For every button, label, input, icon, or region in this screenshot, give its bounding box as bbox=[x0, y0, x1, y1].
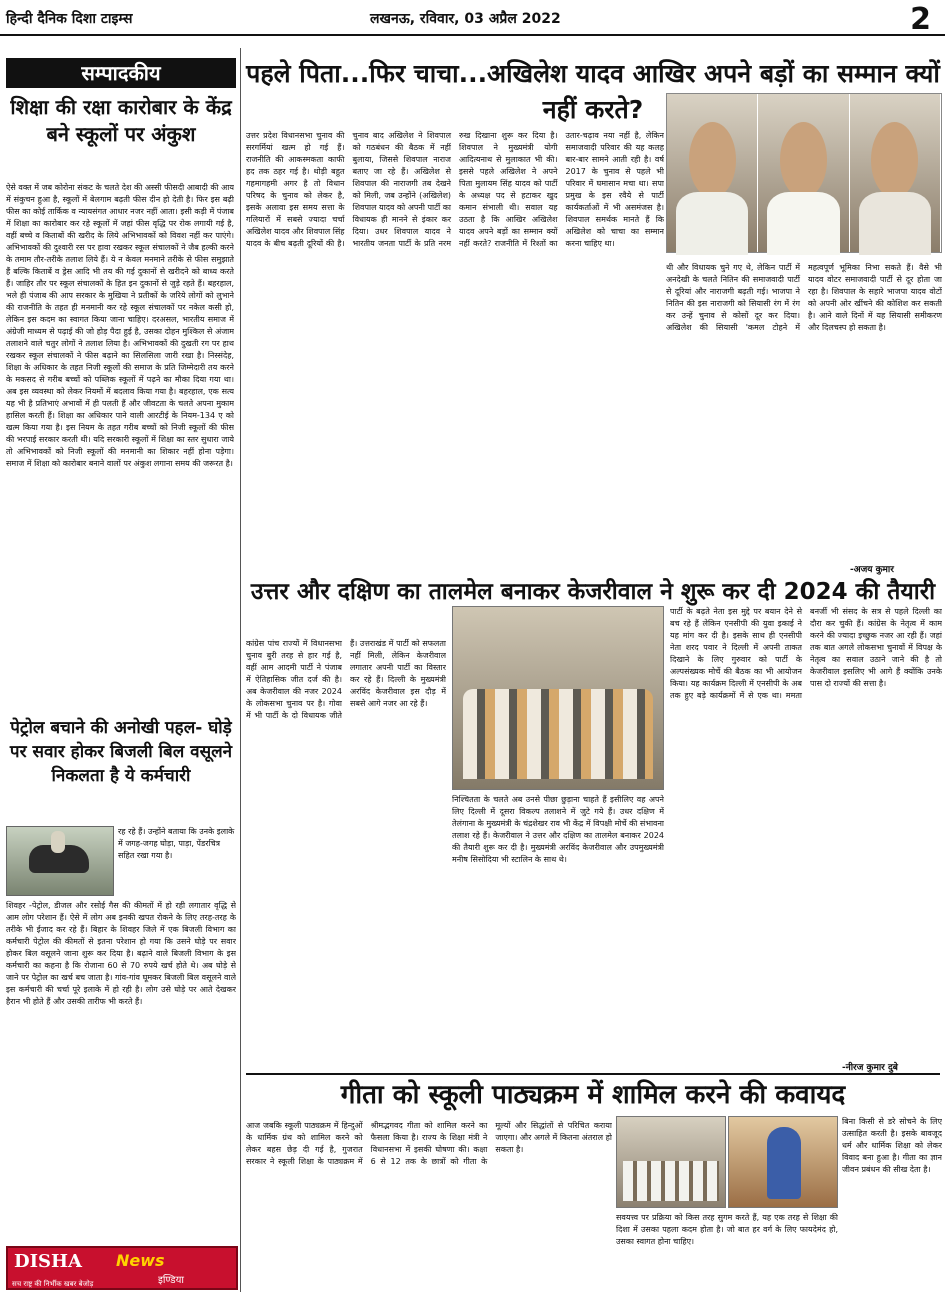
newspaper-name: हिन्दी दैनिक दिशा टाइम्स bbox=[6, 11, 133, 27]
gita-headline: गीता को स्कूली पाठ्यक्रम में शामिल करने की कवायद bbox=[246, 1073, 940, 1115]
kejriwal-byline: -नीरज कुमार दुबे bbox=[842, 1063, 898, 1073]
face-shape bbox=[871, 122, 918, 198]
akhilesh-headline: पहले पिता...फिर चाचा...अखिलेश यादव आखिर अपने बड़ों का सम्मान क्यों नहीं करते? bbox=[246, 59, 940, 124]
kejriwal-caption: मुख्यमंत्री अरविंद केजरीवाल और उपमुख्यमंत्री मनीष सिसोदिया भी स्टालिन के साथ थे। bbox=[452, 843, 664, 864]
gita-body-3: बिना किसी से डरे सोचने के लिए उत्साहित करती है। इसके बावजूद धर्म और धार्मिक शिक्षा को लेकर विवाद बना हुआ है। गीता का ज्ञान जीवन प्रबंधन की सीख देता है। bbox=[842, 1117, 942, 1174]
portrait-photo bbox=[667, 94, 758, 252]
page-number: 2 bbox=[910, 2, 931, 37]
horse-rider-photo bbox=[6, 826, 114, 896]
students-shape bbox=[623, 1161, 719, 1201]
masthead bbox=[0, 0, 945, 36]
kejriwal-body-2-text: निश्चितता के चलते अब उनसे पीछा छुड़ाना चाहते हैं इसीलिए वह अपने लिए दिल्ली में दूसरा विकल्प तलाशने में जुटे गये हैं। उधर दक्षिण में तेलंगाना के मुख्यमंत्री के चंद्रशेखर राव भी केंद्र में विपक्षी मोर्चे की संभावना तलाश रहे हैं। केजरीवाल ने उत्तर और दक्षिण का तालमेल बनाकर 2024 की तैयारी शुरू कर दी है। bbox=[452, 795, 664, 852]
petrol-headline: पेट्रोल बचाने की अनोखी पहल- घोड़े पर सवार होकर बिजली बिल वसूलने निकलता है ये कर्मचारी bbox=[9, 718, 233, 786]
kejriwal-body-2 bbox=[452, 794, 664, 1060]
portrait-photo bbox=[758, 94, 849, 252]
editorial-title: शिक्षा की रक्षा कारोबार के केंद्र बने स्कूलों पर अंकुश bbox=[10, 95, 232, 146]
kejriwal-crowd-photo bbox=[452, 606, 664, 790]
petrol-caption: शिवहर -पेट्रोल, डीजल और रसोई गैस की कीमतों में हो रही लगातार वृद्धि से आम लोग परेशान हैं। bbox=[6, 901, 236, 922]
column-divider bbox=[240, 48, 241, 1292]
crowd-shape bbox=[463, 689, 653, 779]
disha-logo-name: DISHA bbox=[14, 1251, 83, 1272]
gita-body-2: सवयत्त्व पर प्रक्रिया को किस तरह सुगम करते हैं, यह एक तरह से शिक्षा की दिशा में उसका पहला कदम होता है। जो बात हर वर्ग के लिए फायदेमंद हो, उसका स्वागत होना चाहिए। bbox=[616, 1213, 838, 1246]
face-shape bbox=[689, 122, 736, 198]
disha-logo-news: News bbox=[116, 1251, 165, 1270]
petrol-body-text: ऐसे में लोग अब इनकी खपत रोकने के लिए तरह-तरह के तरीके भी ईजाद कर रहे हैं। बिहार के शिवहर जिले में एक बिजली विभाग का कर्मचारी पेट्रोल की कीमतों से इतना परेशान हो गया कि उसने घोड़े पर सवार होकर बिल वसूलने जाना शुरू कर दिया है। बढ़ाने वाले बिजली विभाग के इस कर्मचारी का कहना है कि रोजाना 60 से 70 रुपये खर्च होते थे। अब घोड़े से जाने पर पेट्रोल का खर्च बच जाता है। गांव-गांव घूमकर बिजली बिल वसूलने वाले इस कर्मचारी की चर्चा पूरे इलाके में हो रही है। लोग उसे घोड़े पर आते देखकर हैरान भी होते हैं और उसकी तारीफ भी करते हैं। bbox=[6, 913, 236, 1006]
petrol-body bbox=[6, 900, 236, 1240]
krishna-painting bbox=[728, 1116, 838, 1208]
akhilesh-byline: -अजय कुमार bbox=[850, 565, 894, 575]
figure-shape bbox=[767, 1127, 801, 1199]
editorial-body: ऐसे वक्त में जब कोरोना संकट के चलते देश की अस्सी फीसदी आबादी की आय में संकुचन हुआ है, स्कूलों में बेलगाम बढ़ती फीस दीन हो देती है। फिर इस बढ़ी फीस का कोई तार्किक व न्यायसंगत आधार नजर नहीं आता। इसी कड़ी में पंजाब में शिक्षा का कारोबार कर रहे स्कूलों में जहां फीस वृद्धि पर रोक लगायी गई है, वहीं बच्चे व किताबों की खरीद के लिये अभिभावकों को विवश नहीं कर पाएंगे। अभिभावकों की दुश्वारी रस पर हावा रखकर स्कूल संचालकों ने जैब हल्की करने के तमाम तौर-तरीके तलाश लिये हैं। ये न केवल मनमाने तरीके से फीस समुझाते हैं बल्कि किताबें व ड्रेस आदि भी तय की गई दुकानों से खरीदने को बाध्य करते हैं। जाहिर तौर पर स्कूल संचालकों के हित इन दुकानों से जुड़े रहते हैं। बहरहाल, भले ही पंजाब की आप सरकार के मुखिया ने प्रतीकों के जरिये लोगों को लुभाने की राजनीति के तहत ही मनमानी कर रहे स्कूल संचालकों पर नकेल कसी हो, लेकिन इस कदम का स्वागत किया जाना चाहिए। दरअसल, भारतीय समाज में अंग्रेजी माध्यम से पढ़ाई की जो होड़ पैदा हुई है, उसका दोहन मुश्किल से अंजाम तलाशने वाले चतुर लोगों ने तलाश लिया है। अभिभावकों की दुखती रग पर हाथ रखकर स्कूल संचालकों ने फीस बढ़ाने का सिलसिला जारी रखा है। निस्संदेह, शिक्षा के अधिकार के तहत निजी स्कूलों की समाज के प्रति जिम्मेदारी तय करने के मकसद से गरीब बच्चों को पब्लिक स्कूलों में पढ़ने का मौका दिया गया था। अब इस व्यवस्था को लेकर नियमों में बदलाव किया गया है। बहरहाल, एक सत्य यह भी है प्रतिभाएं अभावों में ही पलती हैं और जीवटता के चलते अपना मुकाम हासिल करती हैं। शिक्षा का अधिकार पाने वाली आरटीई के नियम-134 ए को खत्म किया गया है। इस नियम के तहत गरीब बच्चों को निजी स्कूलों की फीस की भरपाई सरकार करती थी। यदि सरकारी स्कूलों में शिक्षा का स्तर सुधारा जाये तो अभिभावकों को निजी स्कूलों की मनमानी का शिकार नहीं होना पड़ेगा। समाज में शिक्षा को कारोबार बनाने वालों पर अंकुश लगाना समय की जरूरत है। bbox=[6, 183, 234, 468]
portrait-photo bbox=[850, 94, 941, 252]
politicians-photo-strip bbox=[666, 93, 942, 253]
gita-body-1: आज जबकि स्कूली पाठ्यक्रम में हिन्दुओं के धार्मिक ग्रंथ को शामिल करने को लेकर बहस छेड़ दी गई है, गुजरात सरकार ने स्कूली शिक्षा के पाठ्यक्रम में श्रीमद्भगवद गीता को शामिल करने का फैसला किया है। राज्य के शिक्षा मंत्री ने विधानसभा में इसकी घोषणा की। कक्षा 6 से 12 तक के छात्रों को गीता के मूल्यों और सिद्धांतों से परिचित कराया जाएगा। और अगले में कितना अंतराल हो सकता है। bbox=[246, 1121, 612, 1166]
rider-shape bbox=[51, 831, 65, 853]
torso-shape bbox=[676, 192, 748, 255]
editorial-banner: सम्पादकीय bbox=[6, 58, 236, 88]
torso-shape bbox=[767, 192, 839, 255]
disha-tagline: सच राष्ट्र की निर्भीक खबर बेजोड़ bbox=[12, 1280, 94, 1288]
akhilesh-body: उत्तर प्रदेश विधानसभा चुनाव की सरगर्मियां खत्म हो गई हैं। राजनीति की आकस्मकता काफी हद तक ठहर गई है। थोड़ी बहुत गहमागहमी अगर है तो विधान परिषद के चुनाव को लेकर है, इसके अलावा इस समय सत्ता के गलियारों में सबसे ज्यादा चर्चा अखिलेश यादव और शिवपाल सिंह यादव के बीच बढ़ती दूरियों की है। चुनाव बाद अखिलेश ने शिवपाल को गठबंधन की बैठक में नहीं बुलाया, जिससे शिवपाल नाराज बताए जा रहे हैं। अखिलेश से शिवपाल की नाराजगी तब देखने को मिली, जब उन्होंने (अखिलेश) शिवपाल यादव को अपनी पार्टी का विधायक ही मानने से इंकार कर दिया। उधर शिवपाल यादव ने भारतीय जनता पार्टी के प्रति नरम रुख दिखाना शुरू कर दिया है। शिवपाल ने मुख्यमंत्री योगी आदित्यनाथ से मुलाकात भी की। इससे पहले अखिलेश ने अपने पिता मुलायम सिंह यादव को पार्टी के अध्यक्ष पद से हटाकर खुद कमान संभाली थी। सवाल यह उठता है कि आखिर अखिलेश यादव अपने बड़ों का सम्मान क्यों नहीं करते? राजनीति में रिश्तों का उतार-चढ़ाव नया नहीं है, लेकिन समाजवादी परिवार की यह कलह बार-बार सामने आती रही है। वर्ष 2017 के चुनाव से पहले भी परिवार में घमासान मचा था। सपा प्रमुख के इस रवैये से पार्टी कार्यकर्ताओं में भी असमंजस है। शिवपाल समर्थक मानते हैं कि अखिलेश को चाचा का सम्मान करना चाहिए था। bbox=[246, 131, 664, 248]
disha-logo-india: इण्डिया bbox=[158, 1275, 184, 1286]
face-shape bbox=[780, 122, 827, 198]
dateline: लखनऊ, रविवार, 03 अप्रैल 2022 bbox=[370, 11, 561, 27]
classroom-photo bbox=[616, 1116, 726, 1208]
disha-news-ad bbox=[6, 1246, 238, 1290]
akhilesh-body-right: थी और विधायक चुने गए थे, लेकिन पार्टी में अनदेखी के चलते नितिन की समाजवादी पार्टी से दूरियां और नाराजगी बढ़ती गई। भाजपा ने नितिन की इस नाराजगी को सियासी रंग में रंग कर उन्हें चुनाव से कोसों दूर कर दिया। अखिलेश की सियासी 'कमल टोहने में महत्वपूर्ण भूमिका निभा सकते हैं। वैसे भी यादव वोटर समाजवादी पार्टी से दूर होता जा रहा है। शिवपाल के सहारे भाजपा यादव वोटों को अपनी ओर खींचने की कोशिश कर सकती है। आने वाले दिनों में यह सियासी समीकरण और दिलचस्प हो सकता है। bbox=[666, 263, 942, 332]
petrol-body-side: रह रहे हैं। उन्होंने बताया कि उनके इलाके में जगह-जगह घोड़ा, पाड़ा, पेंडरचित्र सहित रखा गया है। bbox=[118, 827, 235, 860]
kejriwal-body-3: पार्टी के बढ़ते नेता इस मुद्दे पर बयान देने से बच रहे हैं लेकिन एनसीपी की युवा इकाई ने यह मांग कर दी है। इसके साथ ही एनसीपी नेता शरद पवार ने दिल्ली में अपनी ताकत दिखाने के लिए गुरुवार को पार्टी के अल्पसंख्यक मोर्चे की बैठक का भी आयोजन किया। यह कार्यक्रम दिल्ली में एनसीपी के अब तक हुए बड़े कार्यक्रमों में से एक था। ममता बनर्जी भी संसद के सत्र से पहले दिल्ली का दौरा कर चुकी हैं। कांग्रेस के नेतृत्व में काम करने की ज्यादा इच्छुक नजर आ रही हैं। जहां तक बात अगले लोकसभा चुनावों में विपक्ष के नेतृत्व का सवाल उठाने जाने की है तो केजरीवाल इसलिए भी आगे हैं क्योंकि उनके पास दो राज्यों की सत्ता है। bbox=[670, 607, 942, 700]
kejriwal-headline: उत्तर और दक्षिण का तालमेल बनाकर केजरीवाल ने शुरू कर दी 2024 की तैयारी bbox=[250, 579, 936, 605]
kejriwal-body-1: कांग्रेस पांच राज्यों में विधानसभा चुनाव बुरी तरह से हार गई है, वहीं आम आदमी पार्टी ने पंजाब में ऐतिहासिक जीत दर्ज की है। अब केजरीवाल की नजर 2024 के लोकसभा चुनाव पर है। गोवा में भी पार्टी के दो विधायक जीते हैं। उत्तराखंड में पार्टी को सफलता नहीं मिली, लेकिन केजरीवाल लगातार अपनी पार्टी का विस्तार कर रहे हैं। दिल्ली के मुख्यमंत्री अरविंद केजरीवाल इस दौड़ में सबसे आगे नजर आ रहे हैं। bbox=[246, 639, 446, 720]
torso-shape bbox=[859, 192, 931, 255]
